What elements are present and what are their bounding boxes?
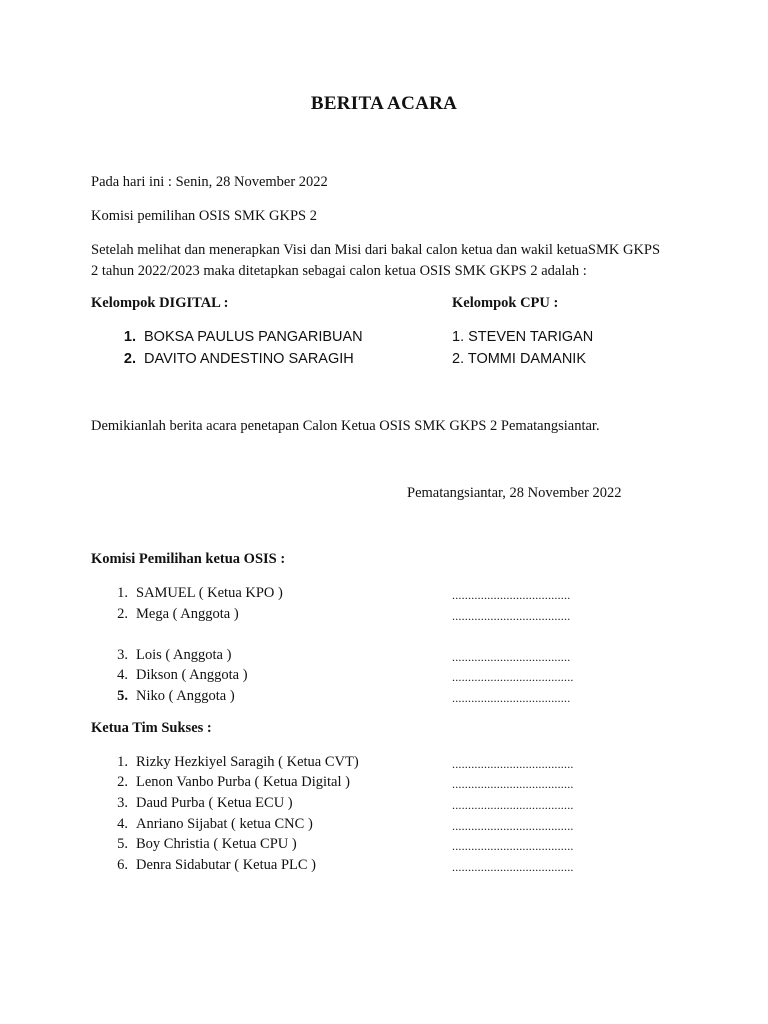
kelompok-digital-member xyxy=(116,351,354,367)
member-name: Niko ( Anggota ) xyxy=(136,688,235,704)
komisi-pemilihan-heading: Komisi Pemilihan ketua OSIS : xyxy=(91,551,286,567)
tim-sukses-member xyxy=(108,774,350,791)
signature-line: ...................................... xyxy=(452,757,574,771)
member-number: 6. xyxy=(117,857,128,873)
member-number: 2. xyxy=(123,351,136,367)
member-number: 4. xyxy=(117,816,128,832)
signature-line: ..................................... xyxy=(452,691,571,705)
kelompok-digital-member xyxy=(116,329,363,345)
tempat-tanggal: Pematangsiantar, 28 November 2022 xyxy=(407,485,622,501)
tim-sukses-member xyxy=(108,816,313,833)
signature-line: ..................................... xyxy=(452,650,571,664)
ketua-tim-sukses-heading: Ketua Tim Sukses : xyxy=(91,720,212,736)
signature-line: ..................................... xyxy=(452,609,571,623)
member-name: Mega ( Anggota ) xyxy=(136,606,239,622)
member-name: BOKSA PAULUS PANGARIBUAN xyxy=(144,329,363,345)
kelompok-cpu-heading: Kelompok CPU : xyxy=(452,295,559,311)
member-number: 5. xyxy=(117,836,128,852)
signature-line: ...................................... xyxy=(452,670,574,684)
member-name: Denra Sidabutar ( Ketua PLC ) xyxy=(136,857,316,873)
signature-line: ...................................... xyxy=(452,798,574,812)
komisi-member xyxy=(108,647,231,664)
member-number: 1. xyxy=(123,329,136,345)
komisi-member xyxy=(108,585,283,602)
kelompok-cpu-member: 1. STEVEN TARIGAN xyxy=(452,329,594,345)
signature-line: ...................................... xyxy=(452,839,574,853)
keterangan-paragraph: Setelah melihat dan menerapkan Visi dan Misi dari bakal calon ketua dan wakil ketuaSMK GKPS 2 tahun 2022/2023 maka ditetapkan sebagai calon ketua OSIS SMK GKPS 2 adalah : xyxy=(91,242,661,279)
member-number: 1. xyxy=(117,585,128,601)
signature-line: ..................................... xyxy=(452,588,571,602)
member-number: 3. xyxy=(117,647,128,663)
tim-sukses-member xyxy=(108,754,359,771)
penutup-line: Demikianlah berita acara penetapan Calon Ketua OSIS SMK GKPS 2 Pematangsiantar. xyxy=(91,418,600,434)
signature-line: ...................................... xyxy=(452,777,574,791)
member-number: 1. xyxy=(117,754,128,770)
document-title: BERITA ACARA xyxy=(310,93,458,114)
member-name: Lenon Vanbo Purba ( Ketua Digital ) xyxy=(136,774,350,790)
member-name: Boy Christia ( Ketua CPU ) xyxy=(136,836,297,852)
signature-line: ...................................... xyxy=(452,819,574,833)
komisi-member xyxy=(108,688,235,705)
komisi-member xyxy=(108,667,248,684)
member-number: 2. xyxy=(117,774,128,790)
member-number: 5. xyxy=(117,688,128,704)
member-name: Anriano Sijabat ( ketua CNC ) xyxy=(136,816,313,832)
member-name: DAVITO ANDESTINO SARAGIH xyxy=(144,351,354,367)
komisi-member xyxy=(108,606,239,623)
kelompok-digital-heading: Kelompok DIGITAL : xyxy=(91,295,229,311)
signature-line: ...................................... xyxy=(452,860,574,874)
member-number: 2. xyxy=(117,606,128,622)
tanggal-line: Pada hari ini : Senin, 28 November 2022 xyxy=(91,174,328,190)
tim-sukses-member xyxy=(108,836,297,853)
member-name: Daud Purba ( Ketua ECU ) xyxy=(136,795,293,811)
komisi-line: Komisi pemilihan OSIS SMK GKPS 2 xyxy=(91,208,317,224)
tim-sukses-member xyxy=(108,857,316,874)
kelompok-cpu-member: 2. TOMMI DAMANIK xyxy=(452,351,587,367)
member-number: 4. xyxy=(117,667,128,683)
member-name: Lois ( Anggota ) xyxy=(136,647,232,663)
member-name: SAMUEL ( Ketua KPO ) xyxy=(136,585,283,601)
member-name: Dikson ( Anggota ) xyxy=(136,667,248,683)
member-number: 3. xyxy=(117,795,128,811)
tim-sukses-member xyxy=(108,795,293,812)
member-name: Rizky Hezkiyel Saragih ( Ketua CVT) xyxy=(136,754,359,770)
